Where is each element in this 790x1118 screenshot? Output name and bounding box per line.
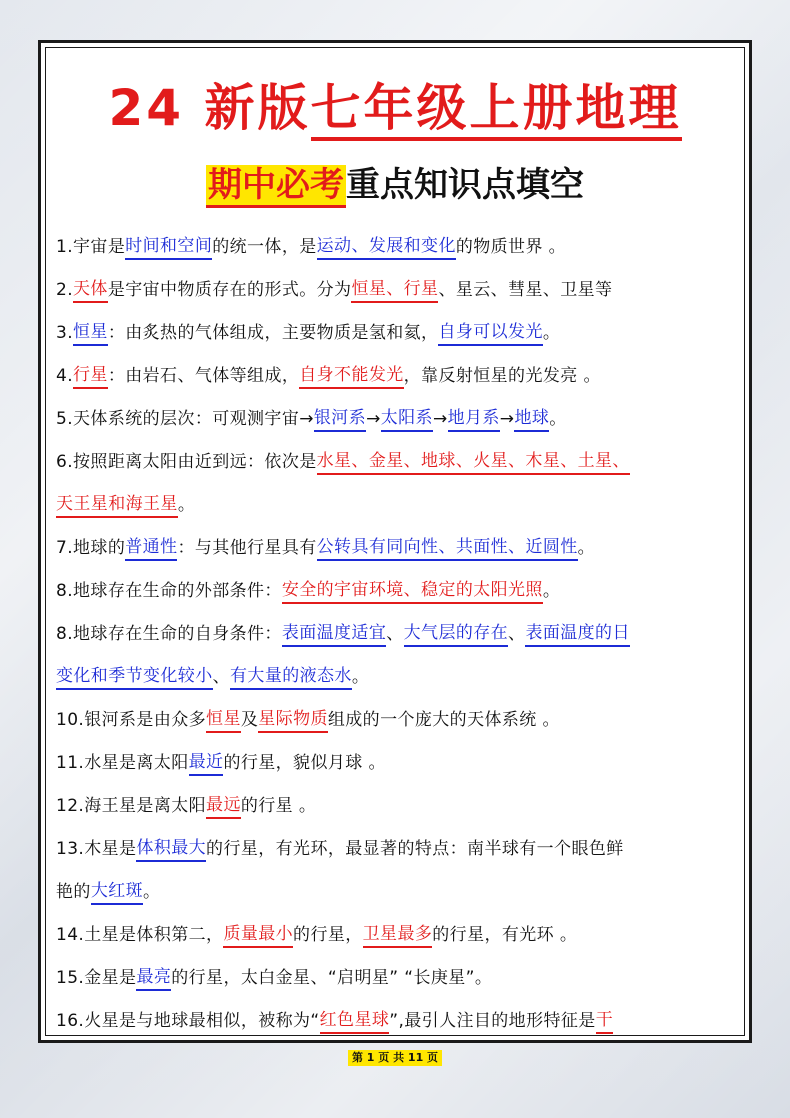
list-item (56, 570, 750, 613)
list-item (56, 226, 750, 269)
line-text: 、 (212, 667, 231, 687)
line-text: ：由岩石、气体等组成， (107, 366, 300, 386)
line-text: 6.按照距离太阳由近到远：依次是 (56, 452, 317, 472)
blank-answer-blue: 最亮 (136, 967, 171, 991)
line-text: 8.地球存在生命的自身条件： (56, 624, 282, 644)
blank-answer-blue: 体积最大 (136, 838, 206, 862)
line-text: 16.火星是与地球最相似，被称为“ (56, 1011, 320, 1031)
list-item (56, 656, 750, 699)
list-item (56, 613, 750, 656)
list-item (56, 828, 750, 871)
line-text: 、 (508, 624, 526, 644)
line-text: 。 (542, 581, 561, 601)
list-item (56, 957, 750, 1000)
list-item (56, 699, 750, 742)
list-item (56, 871, 750, 914)
line-text: → (432, 409, 448, 429)
line-text: 。 (542, 323, 561, 343)
blank-answer-red: 质量最小 (223, 924, 293, 948)
line-text: 的物质世界 。 (455, 237, 567, 257)
line-text: 及 (240, 710, 259, 730)
line-text: 的统一体，是 (212, 237, 317, 257)
line-text: 的行星，太白金星、“启明星” “长庚星”。 (171, 968, 493, 988)
subtitle-rest: 重点知识点填空 (346, 165, 584, 205)
page-subtitle (46, 160, 744, 210)
blank-answer-red: 安全的宇宙环境、稳定的太阳光照 (282, 580, 543, 604)
blank-answer-red: 自身不能发光 (299, 365, 403, 389)
blank-answer-red: 红色星球 (320, 1010, 390, 1034)
line-text: 12.海王星是离太阳 (56, 796, 207, 816)
line-text: 2. (56, 280, 74, 300)
line-text: 。 (577, 538, 596, 558)
blank-answer-blue: 表面温度适宜 (282, 623, 386, 647)
line-text: 。 (143, 882, 161, 902)
line-text: 。 (351, 667, 370, 687)
blank-answer-blue: 时间和空间 (125, 236, 212, 260)
list-item (56, 914, 750, 957)
list-item (56, 269, 750, 312)
list-item (56, 742, 750, 785)
line-text: 组成的一个庞大的天体系统 。 (327, 710, 560, 730)
line-text: → (366, 409, 381, 429)
line-text: 的行星，有光环，最显著的特点：南半球有一个眼色鲜 (206, 839, 624, 859)
line-text: 1.宇宙是 (56, 237, 126, 257)
line-text: ”,最引人注目的地形特征是 (389, 1011, 596, 1031)
blank-answer-red: 干 (596, 1010, 613, 1034)
line-text: 的行星，貌似月球 。 (223, 753, 386, 773)
line-text: 是宇宙中物质存在的形式。分为 (107, 280, 352, 300)
blank-answer-blue: 普通性 (125, 537, 177, 561)
list-item (56, 398, 750, 441)
line-text: → (499, 409, 515, 429)
page-number: 第 1 页 共 11 页 (348, 1050, 442, 1066)
line-text: 艳的 (56, 882, 91, 902)
line-text: 、星云、彗星、卫星等 (438, 280, 613, 300)
line-text: 13.木星是 (56, 839, 137, 859)
line-text: 15.金星是 (56, 968, 137, 988)
inner-border (45, 47, 745, 1036)
blank-answer-blue: 变化和季节变化较小 (56, 666, 213, 690)
line-text: ，靠反射恒星的光发亮 。 (403, 366, 601, 386)
line-text: 8.地球存在生命的外部条件： (56, 581, 282, 601)
line-text: 。 (177, 495, 196, 515)
line-text: 11.水星是离太阳 (56, 753, 189, 773)
subtitle-highlight: 期中必考 (206, 165, 346, 208)
blank-answer-red: 天王星和海王星 (56, 494, 178, 518)
blank-answer-blue: 地球 (514, 408, 549, 432)
knowledge-list (56, 226, 750, 1043)
list-item (56, 355, 750, 398)
line-text: 的行星 。 (240, 796, 317, 816)
list-item (56, 484, 750, 527)
line-text: 4. (56, 366, 74, 386)
page-title (46, 78, 744, 138)
line-text: 3. (56, 323, 74, 343)
line-text: 的行星，有光环 。 (432, 925, 578, 945)
line-text: 、 (386, 624, 404, 644)
document-sheet (38, 40, 752, 1043)
blank-answer-blue: 公转具有同向性、共面性、近圆性 (317, 537, 578, 561)
line-text: 10.银河系是由众多 (56, 710, 207, 730)
blank-answer-red: 星际物质 (258, 709, 328, 733)
blank-answer-blue: 运动、发展和变化 (317, 236, 456, 260)
blank-answer-red: 天体 (73, 279, 108, 303)
blank-answer-blue: 自身可以发光 (438, 322, 542, 346)
blank-answer-red: 恒星 (206, 709, 241, 733)
blank-answer-blue: 地月系 (448, 408, 500, 432)
page-footer (0, 1046, 790, 1066)
blank-answer-blue: 恒星 (73, 322, 108, 346)
blank-answer-blue: 表面温度的日 (525, 623, 629, 647)
blank-answer-blue: 最近 (189, 752, 224, 776)
blank-answer-blue: 大红斑 (91, 881, 143, 905)
list-item (56, 1000, 750, 1043)
blank-answer-red: 最远 (206, 795, 241, 819)
line-text: 。 (549, 409, 567, 429)
line-text: 的行星， (293, 925, 363, 945)
line-text: ：与其他行星具有 (177, 538, 317, 558)
list-item (56, 312, 750, 355)
blank-answer-red: 卫星最多 (363, 924, 433, 948)
blank-answer-red: 恒星、行星 (351, 279, 438, 303)
blank-answer-blue: 银河系 (314, 408, 366, 432)
blank-answer-red: 行星 (73, 365, 108, 389)
blank-answer-blue: 有大量的液态水 (230, 666, 352, 690)
line-text: 14.土星是体积第二， (56, 925, 224, 945)
blank-answer-red: 水星、金星、地球、火星、木星、土星、 (317, 451, 630, 475)
list-item (56, 527, 750, 570)
title-main: 七年级上册地理 (311, 79, 682, 141)
line-text: 7.地球的 (56, 538, 126, 558)
blank-answer-blue: 太阳系 (381, 408, 433, 432)
line-text: ：由炙热的气体组成，主要物质是氢和氦， (107, 323, 439, 343)
blank-answer-blue: 大气层的存在 (404, 623, 508, 647)
title-prefix: 24 新版 (108, 79, 311, 137)
line-text: 5.天体系统的层次：可观测宇宙→ (56, 409, 314, 429)
list-item (56, 441, 750, 484)
list-item (56, 785, 750, 828)
